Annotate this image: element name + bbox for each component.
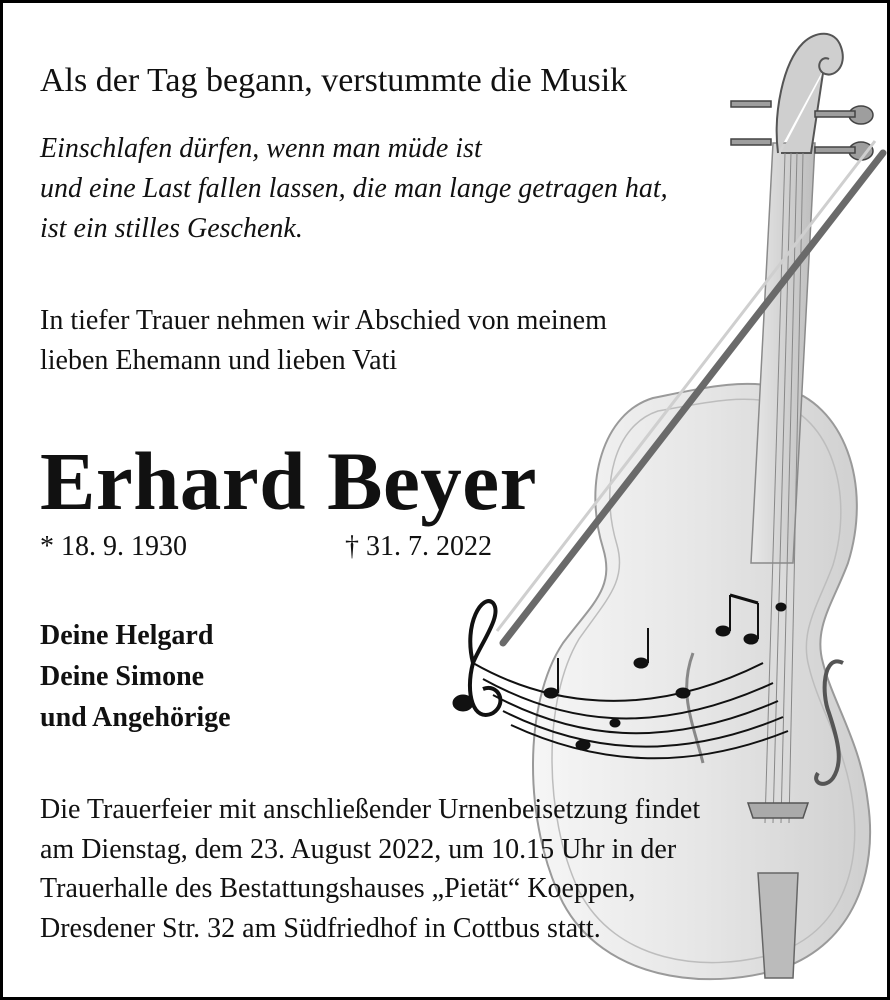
funeral-line: am Dienstag, dem 23. August 2022, um 10.15 Uhr in der: [40, 833, 677, 865]
death-date: † 31. 7. 2022: [345, 531, 492, 562]
obituary-intro: [40, 301, 607, 381]
intro-line: In tiefer Trauer nehmen wir Abschied von meinem: [40, 305, 607, 336]
violin-scroll: [777, 34, 843, 153]
intro-line: lieben Ehemann und lieben Vati: [40, 345, 398, 376]
birth-date: * 18. 9. 1930: [40, 531, 187, 562]
obituary-verse: [40, 129, 668, 249]
obituary-heading: Als der Tag begann, verstummte die Musik: [40, 62, 628, 99]
mourner-line: und Angehörige: [40, 702, 231, 733]
funeral-line: Dresdener Str. 32 am Südfriedhof in Cottbus statt.: [40, 912, 601, 944]
funeral-notice: [40, 790, 700, 948]
violin-tailpiece: [758, 873, 798, 978]
verse-line: und eine Last fallen lassen, die man lange getragen hat,: [40, 173, 668, 204]
mourner-line: Deine Helgard: [40, 620, 214, 651]
verse-line: Einschlafen dürfen, wenn man müde ist: [40, 133, 482, 164]
verse-line: ist ein stilles Geschenk.: [40, 213, 303, 244]
mourners-list: [40, 615, 231, 738]
deceased-name: Erhard Beyer: [40, 435, 537, 527]
mourner-line: Deine Simone: [40, 661, 205, 692]
funeral-line: Die Trauerfeier mit anschließender Urnenbeisetzung findet: [40, 794, 701, 825]
violin-bridge: [748, 803, 808, 818]
funeral-line: Trauerhalle des Bestattungshauses „Pietät“ Koeppen,: [40, 873, 636, 904]
